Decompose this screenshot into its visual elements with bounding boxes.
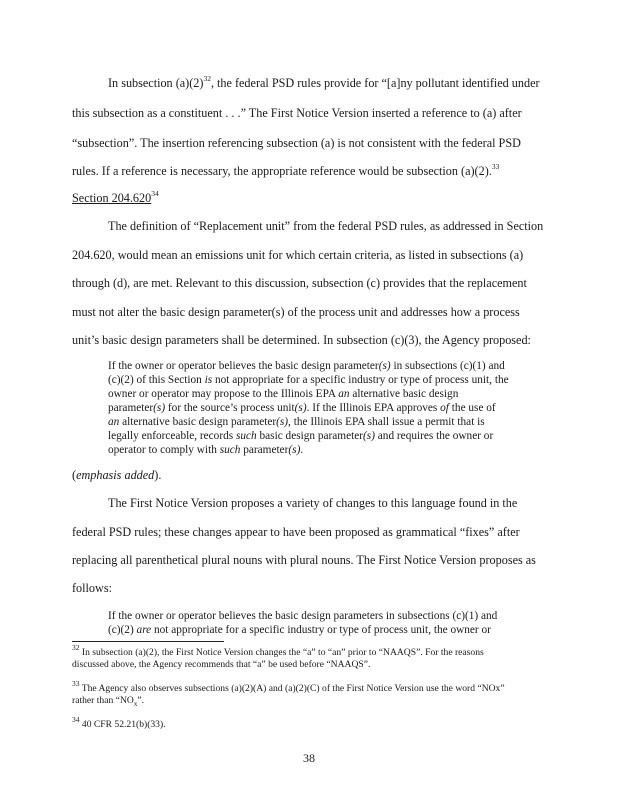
body-text-line: rules. If a reference is necessary, the appropriate reference would be subsection (a)(2).$^{33}$ — [72, 161, 500, 178]
body-text-line: 204.620, would mean an emissions unit for which certain criteria, as listed in subsections (a) — [72, 248, 524, 262]
quote-line: parameter(s) for the source’s process unit(s). If the Illinois EPA approves of the use of — [108, 402, 496, 414]
quote-line: If the owner or operator believes the basic design parameter(s) in subsections (c)(1) and — [108, 360, 505, 372]
body-text-line: through (d), are met. Relevant to this discussion, subsection (c) provides that the replacement — [72, 276, 527, 290]
body-text-line: must not alter the basic design parameter(s) of the process unit and addresses how a process — [72, 305, 520, 319]
body-text-line: federal PSD rules; these changes appear to have been proposed as grammatical “fixes” after — [72, 525, 520, 539]
body-text-line: follows: — [72, 581, 112, 595]
body-text-line: The definition of “Replacement unit” from the federal PSD rules, as addressed in Section — [108, 219, 544, 233]
footnote-ref: 34 — [151, 188, 159, 198]
body-text-line: In subsection $(a)(2)^{32}$, the federal PSD rules provide for “[a]ny pollutant identified under — [108, 73, 540, 90]
footnote-ref: 32 — [203, 73, 211, 83]
footnote: discussed above, the Agency recommends that “a” be used before “NAAQS”. — [72, 659, 371, 670]
body-text-line: replacing all parenthetical plural nouns with plural nouns. The First Notice Version proposes as — [72, 553, 536, 567]
quote-line: legally enforceable, records such basic design parameter(s) and requires the owner or — [108, 430, 494, 442]
footnote: $^{33}$ The Agency also observes subsections (a)(2)(A) and (a)(2)(C) of the First Notice Version use the word “NOx” — [72, 678, 505, 694]
body-text-line: unit’s basic design parameters shall be determined. In subsection (c)(3), the Agency proposed: — [72, 333, 531, 347]
emphasis-note: (emphasis added). — [72, 468, 162, 482]
footnote: rather than “$NO_x$”. — [72, 695, 144, 708]
body-text-line: “subsection”. The insertion referencing subsection (a) is not consistent with the federal PSD — [72, 136, 521, 150]
section-heading: Section 204.620$^{34}$ — [72, 188, 159, 205]
quote-line: owner or operator may propose to the Illinois EPA an alternative basic design — [108, 388, 459, 400]
footnote: $^{32}$ In subsection (a)(2), the First Notice Version changes the “a” to “an” prior to “NAAQS”. For the reasons — [72, 642, 484, 658]
quote-line: If the owner or operator believes the basic design parameters in subsections (c)(1) and — [108, 610, 498, 622]
footnote: $^{34}$ 40 CFR 52.21(b)(33). — [72, 714, 166, 730]
quote-line: (c)(2) of this Section is not appropriate for a specific industry or type of process unit, the — [108, 374, 509, 386]
footnote-ref: 33 — [491, 161, 500, 171]
footnote-separator — [72, 641, 224, 642]
quote-line: (c)(2) are not appropriate for a specific industry or type of process unit, the owner or — [108, 624, 491, 636]
quote-line: an alternative basic design parameter(s), the Illinois EPA shall issue a permit that is — [108, 416, 485, 428]
quote-line: operator to comply with such parameter(s). — [108, 444, 304, 456]
body-text-line: The First Notice Version proposes a variety of changes to this language found in the — [108, 496, 518, 510]
page-number: 38 — [303, 751, 315, 765]
body-text-line: this subsection as a constituent . . .” The First Notice Version inserted a reference to (a) after — [72, 106, 522, 120]
